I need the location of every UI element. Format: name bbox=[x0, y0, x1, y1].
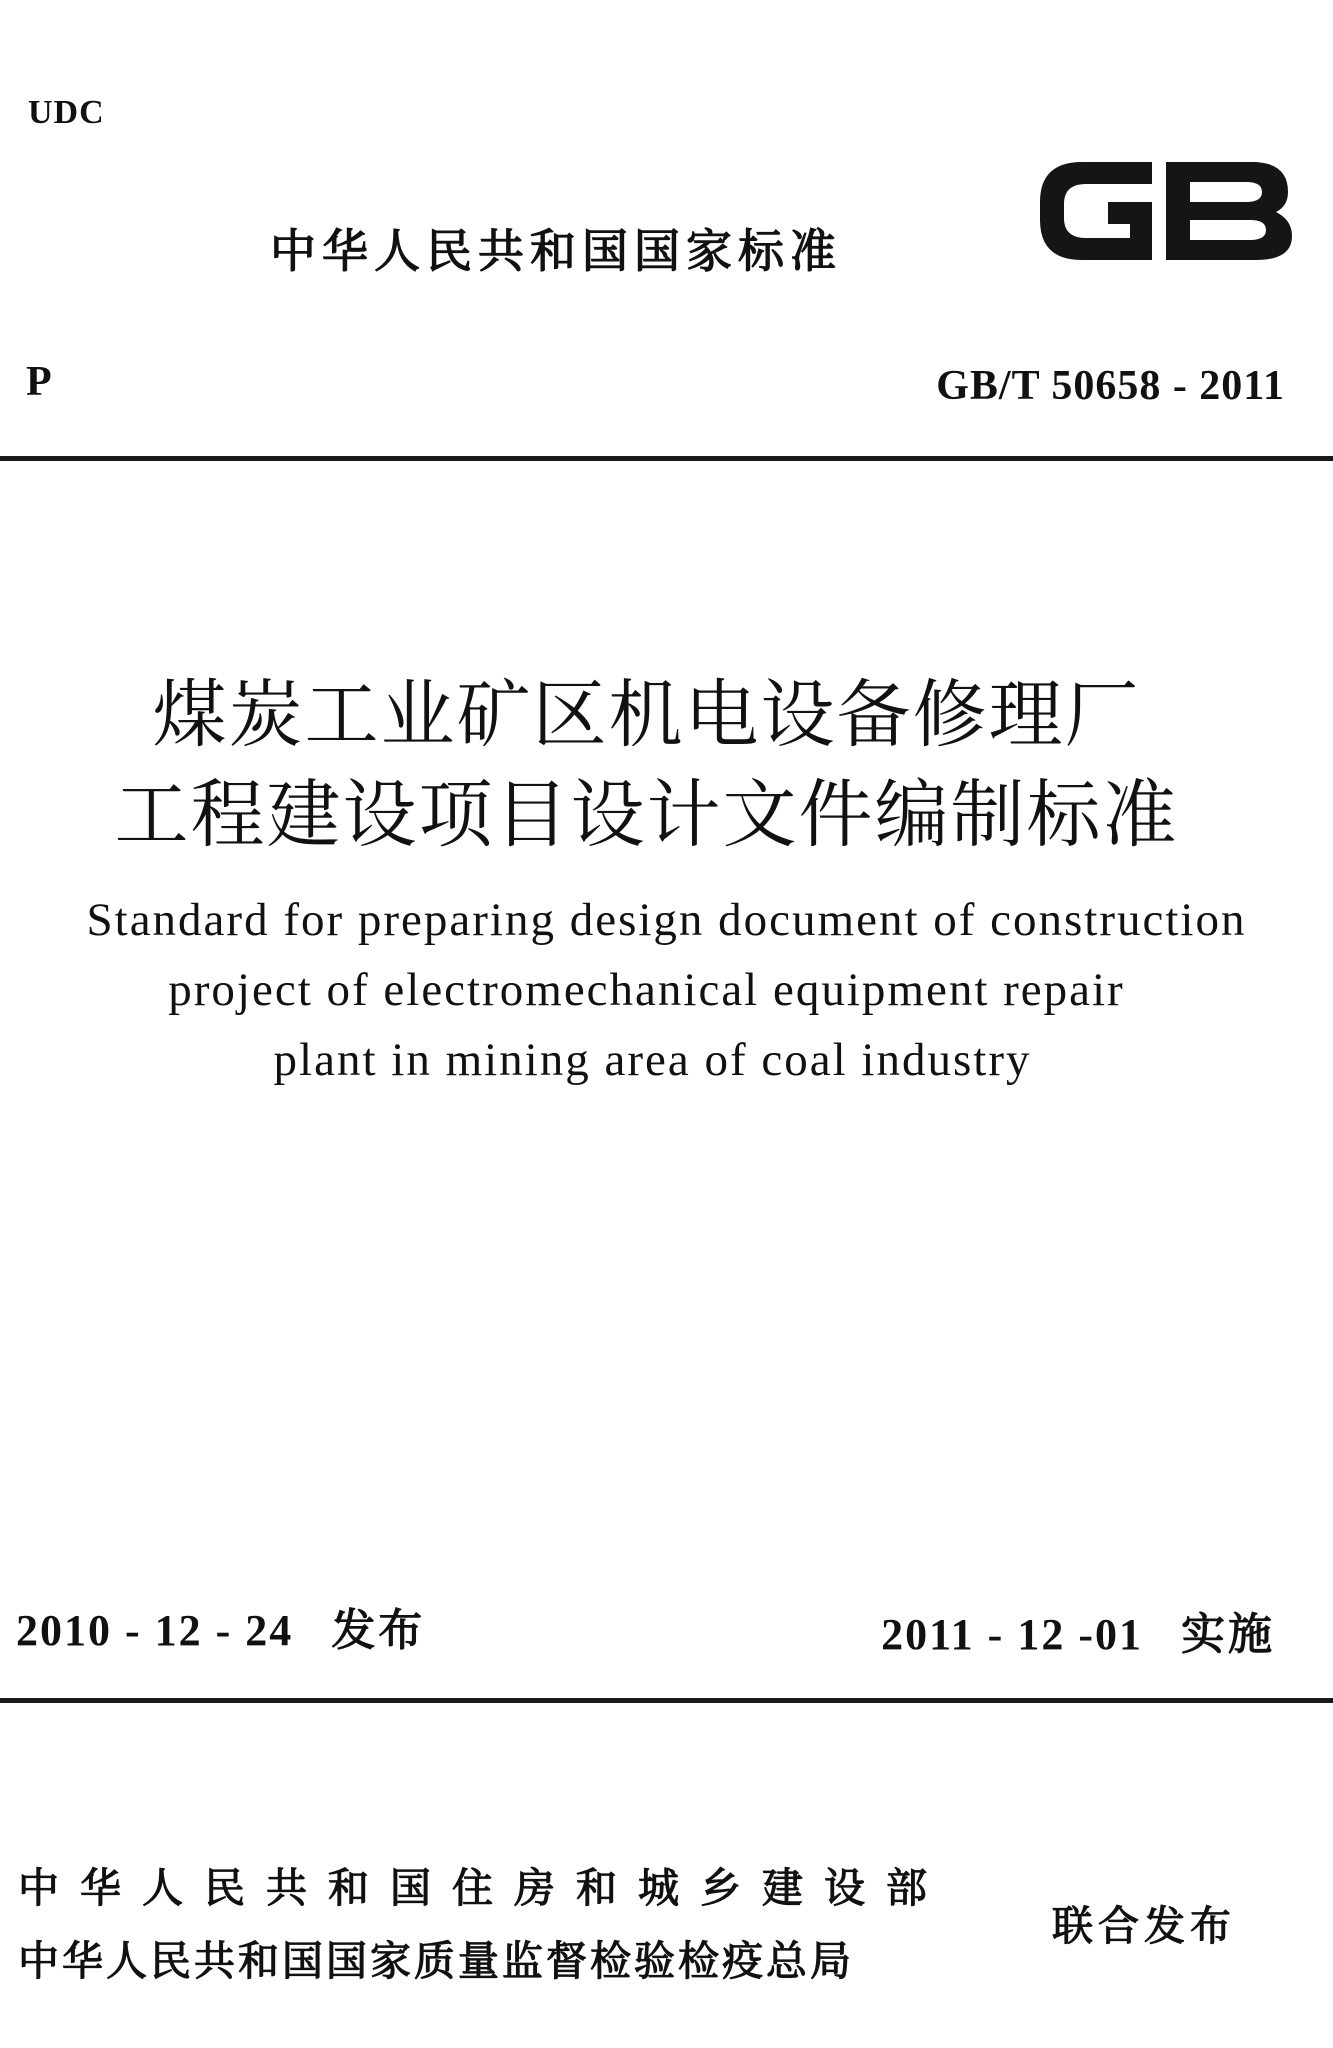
issuer-line1: 中华人民共和国住房和城乡建设部 bbox=[18, 1864, 948, 1912]
top-divider bbox=[0, 456, 1333, 461]
title-en-line3: plant in mining area of coal industry bbox=[273, 1034, 1032, 1086]
issue-date-block bbox=[16, 1594, 425, 1658]
title-en-line1: Standard for preparing design document of construction bbox=[86, 894, 1247, 946]
title-cn-line1: 煤炭工业矿区机电设备修理厂 bbox=[152, 672, 1141, 758]
title-en-line2: project of electromechanical equipment repair bbox=[168, 964, 1125, 1016]
gb-logo bbox=[1030, 140, 1300, 280]
classification-letter: P bbox=[26, 359, 52, 405]
title-cn-line2: 工程建设项目设计文件编制标准 bbox=[114, 772, 1179, 858]
udc-label: UDC bbox=[28, 94, 105, 131]
joint-issue-label: 联合发布 bbox=[1052, 1902, 1236, 1950]
issue-date: 2010 - 12 - 24 bbox=[16, 1606, 294, 1655]
issue-label: 发布 bbox=[331, 1605, 426, 1656]
implement-label: 实施 bbox=[1181, 1609, 1275, 1660]
national-standard-heading: 中华人民共和国国家标准 bbox=[270, 224, 842, 278]
issuer-line2: 中华人民共和国国家质量监督检验检疫总局 bbox=[18, 1937, 854, 1985]
implement-date-block bbox=[881, 1598, 1275, 1662]
bottom-divider bbox=[0, 1698, 1333, 1703]
implement-date: 2011 - 12 -01 bbox=[881, 1610, 1143, 1659]
standard-number: GB/T 50658 - 2011 bbox=[936, 363, 1285, 409]
